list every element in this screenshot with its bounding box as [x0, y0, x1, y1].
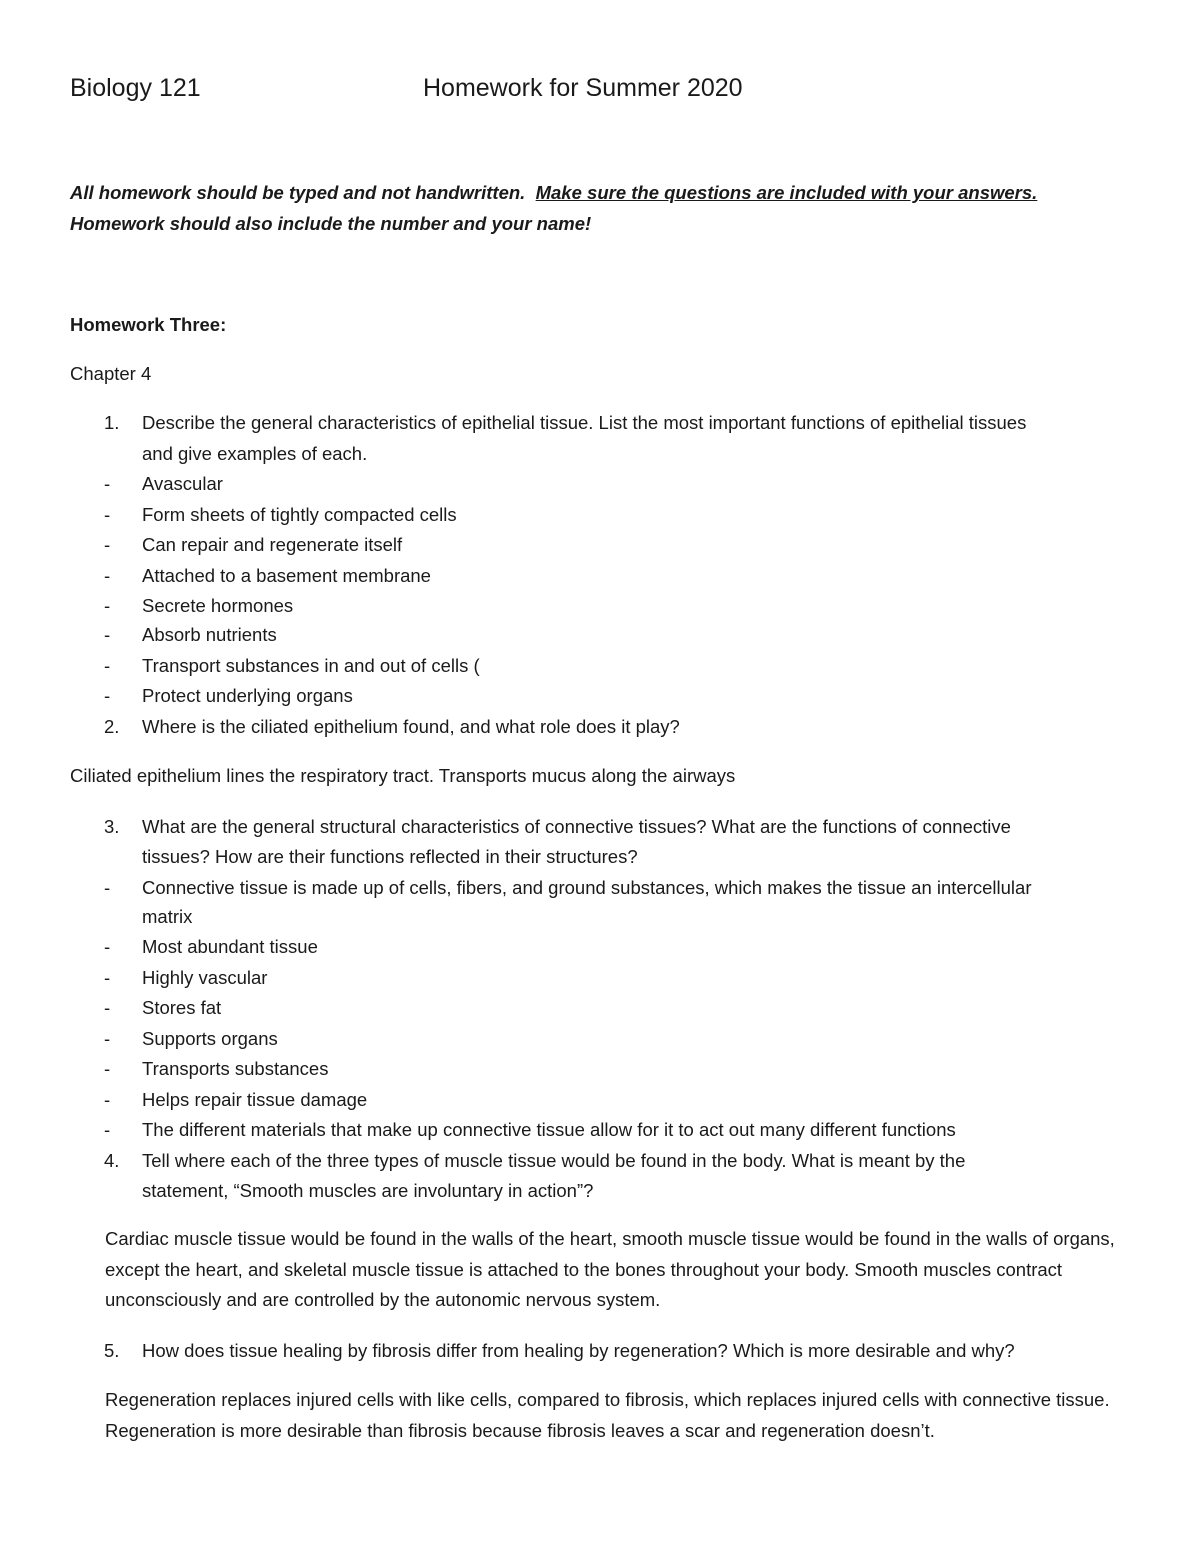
instructions-include-questions: Make sure the questions are included with your answers.	[535, 182, 1038, 203]
section-title: Homework Three:	[70, 314, 227, 335]
question-number: 4.	[104, 1150, 120, 1171]
question-text: Tell where each of the three types of muscle tissue would be found in the body. What is meant by the	[142, 1150, 966, 1171]
document-title: Homework for Summer 2020	[423, 74, 743, 102]
question-text: What are the general structural characteristics of connective tissues? What are the functions of connective	[142, 816, 1011, 837]
question-text: How does tissue healing by fibrosis differ from healing by regeneration? Which is more desirable and why?	[142, 1340, 1015, 1361]
question-number: 1.	[104, 412, 120, 433]
answer-4: Cardiac muscle tissue would be found in the walls of the heart, smooth muscle tissue would be found in the walls of organs, except the heart, and skeletal muscle tissue is attached to the bones throughout your body. Smooth muscles contract unconsciously and are controlled by the autonomic nervous system.	[105, 1228, 1115, 1310]
instructions-line-2: Homework should also include the number and your name!	[70, 213, 592, 234]
question-text: Where is the ciliated epithelium found, and what role does it play?	[142, 716, 680, 737]
question-number: 2.	[104, 716, 120, 737]
question-text: statement, “Smooth muscles are involuntary in action”?	[142, 1180, 594, 1201]
question-number: 5.	[104, 1340, 120, 1361]
instructions-typed: All homework should be typed and not handwritten.	[70, 182, 526, 203]
instructions-line-1	[70, 182, 1037, 204]
document-page: Biology 121 Homework for Summer 2020 All homework should be typed and not handwritten. Make sure the questions are included with your answers. Homework should also include the number and your name! Homework Three: Chapter 4 1. Describe the general characteristics of epithelial tissue. List the most important functions of epithelial tissues and give examples of each. - Avascular - Form sheets of tightly compacted cells - Can repair and regenerate itself - Attached to a basement membrane - Secrete hormones - Absorb nutrients - Transport substances in and out of cells ( - Protect underlying organs 2. Where is the ciliated epithelium found, and what role does it play? Ciliated epithelium lines the respiratory tract. Transports mucus along the airways 3. What are the general structural characteristics of connective tissues? What are the functions of connective tissues? How are their functions reflected in their structures? - Connective tissue is made up of cells, fibers, and ground substances, which makes the tissue an intercellular matrix - Most abundant tissue - Highly vascular - Stores fat - Supports organs - Transports substances - Helps repair tissue damage - The different materials that make up connective tissue allow for it to act out many different functions 4. Tell where each of the three types of muscle tissue would be found in the body. What is meant by the statement, “Smooth muscles are involuntary in action”? Cardiac muscle tissue would be found in the walls of the heart, smooth muscle tissue would be found in the walls of organs, except the heart, and skeletal muscle tissue is attached to the bones throughout your body. Smooth muscles contract unconsciously and are controlled by the autonomic nervous system. 5. How does tissue healing by fibrosis differ from healing by regeneration? Which is more desirable and why? Regeneration replaces injured cells with like cells, compared to fibrosis, which replaces injured cells with connective tissue. Regeneration is more desirable than fibrosis because fibrosis leaves a scar and regeneration doesn’t.	[0, 0, 1200, 1553]
question-text: Describe the general characteristics of epithelial tissue. List the most important functions of epithelial tissues	[142, 412, 1027, 433]
question-text: tissues? How are their functions reflected in their structures?	[142, 846, 638, 867]
answer-5: Regeneration replaces injured cells with like cells, compared to fibrosis, which replaces injured cells with connective tissue. Regeneration is more desirable than fibrosis because fibrosis leaves a scar and regeneration doesn’t.	[105, 1389, 1110, 1441]
question-number: 3.	[104, 816, 120, 837]
question-text: and give examples of each.	[142, 443, 368, 464]
answer-2: Ciliated epithelium lines the respiratory tract. Transports mucus along the airways	[70, 765, 736, 786]
chapter-label: Chapter 4	[70, 363, 152, 384]
course-title: Biology 121	[70, 74, 201, 102]
